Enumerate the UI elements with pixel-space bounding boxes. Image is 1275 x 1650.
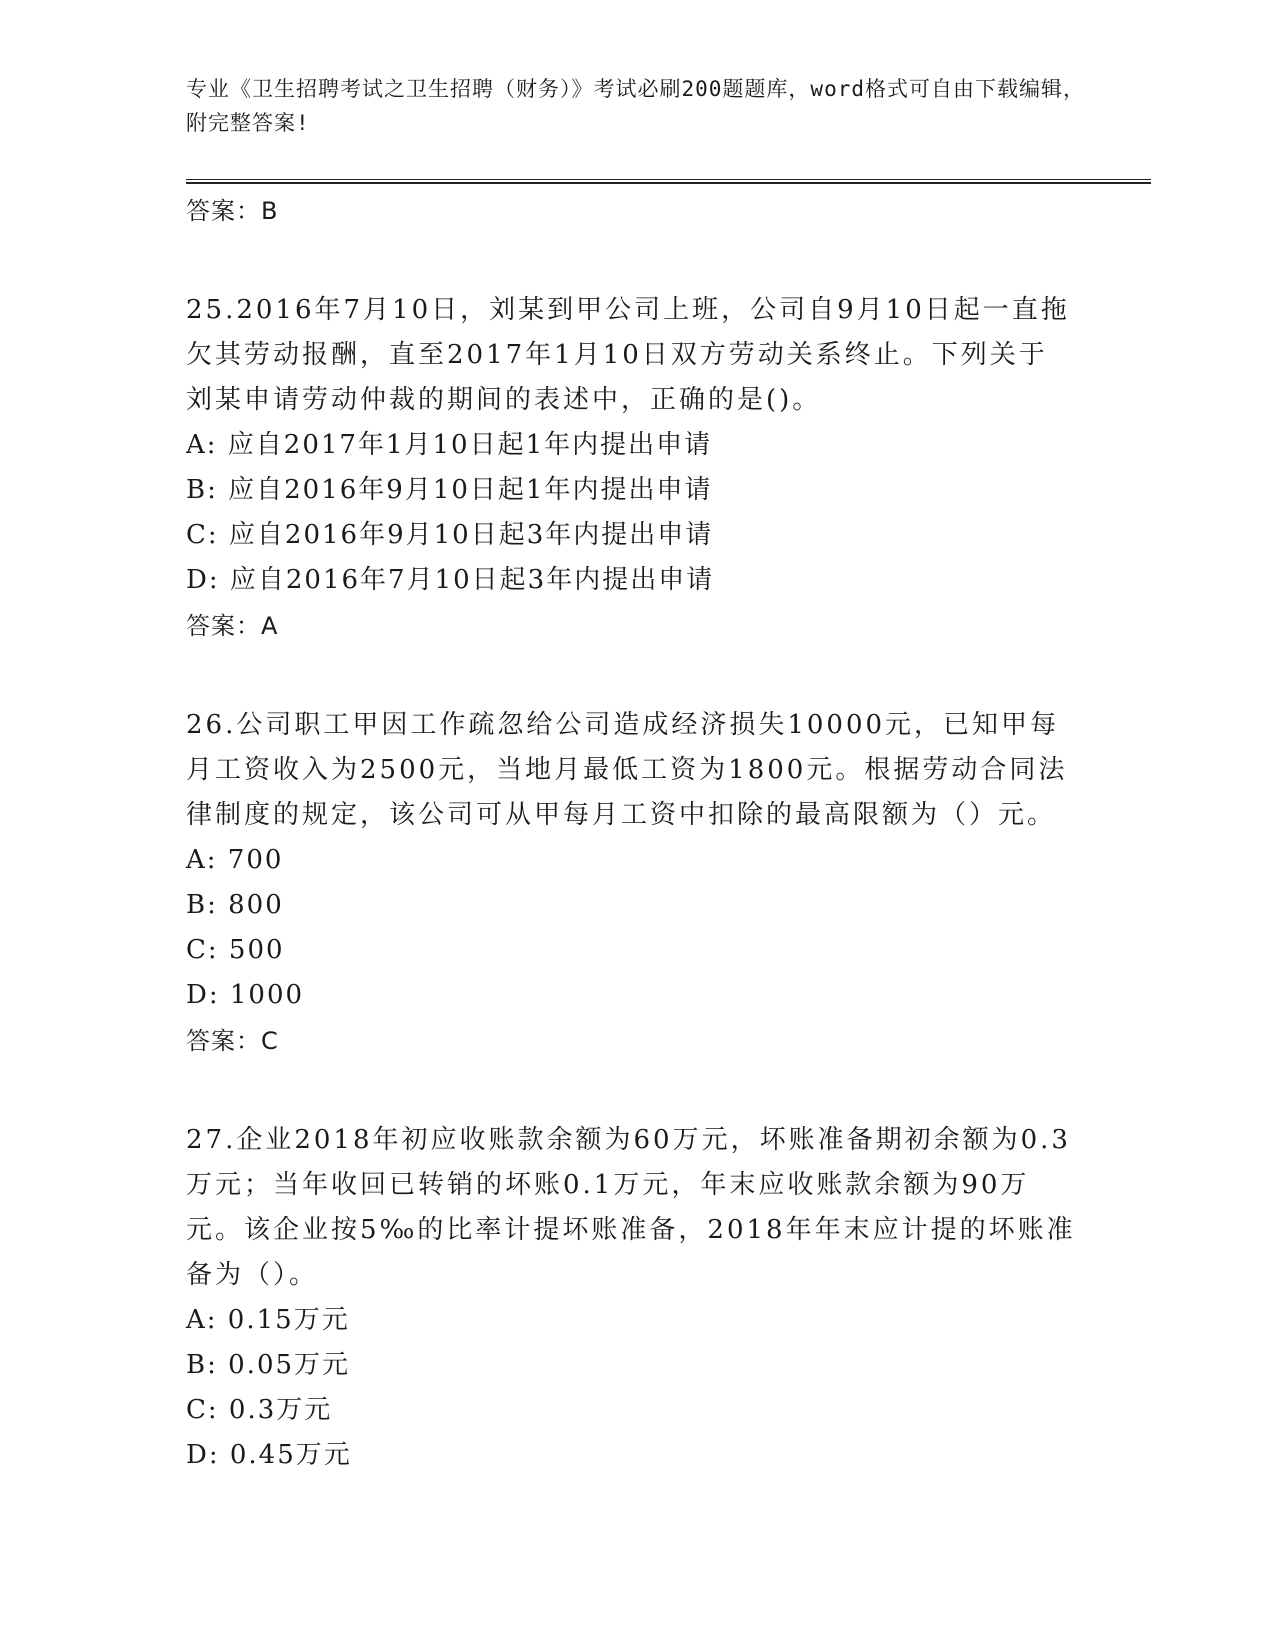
question-text: 26.公司职工甲因工作疏忽给公司造成经济损失10000元，已知甲每月工资收入为2500元，当地月最低工资为1800元。根据劳动合同法律制度的规定，该公司可从甲每月工资中扣除的最高限额为（）元。	[186, 710, 1068, 830]
option-d: D: 应自2016年7月10日起3年内提出申请	[186, 565, 715, 595]
option-a: A: 应自2017年1月10日起1年内提出申请	[186, 430, 713, 460]
option-b: B: 800	[186, 890, 284, 920]
question-26	[186, 703, 1086, 1064]
header-rule-thick	[186, 182, 1151, 184]
option-d: D: 1000	[186, 980, 305, 1010]
document-header: 专业《卫生招聘考试之卫生招聘（财务）》考试必刷200题题库，word格式可自由下载编辑，附完整答案!	[186, 77, 1085, 135]
option-c: C: 500	[186, 935, 285, 965]
spacer	[186, 1064, 1086, 1118]
option-a: A: 700	[186, 845, 284, 875]
option-b: B: 应自2016年9月10日起1年内提出申请	[186, 475, 713, 505]
spacer	[186, 234, 1086, 288]
spacer	[186, 649, 1086, 703]
document-body	[186, 188, 1086, 1478]
option-c: C: 应自2016年9月10日起3年内提出申请	[186, 520, 714, 550]
question-text: 27.企业2018年初应收账款余额为60万元，坏账准备期初余额为0.3万元；当年收回已转销的坏账0.1万元，年末应收账款余额为90万元。该企业按5‰的比率计提坏账准备，2018年年末应计提的坏账准备为（）。	[186, 1125, 1076, 1290]
question-answer: 答案：C	[186, 1027, 279, 1055]
option-d: D: 0.45万元	[186, 1440, 352, 1470]
question-answer: 答案：A	[186, 612, 279, 640]
header-rule-thin	[186, 179, 1151, 180]
option-b: B: 0.05万元	[186, 1350, 351, 1380]
question-25	[186, 288, 1086, 649]
option-c: C: 0.3万元	[186, 1395, 333, 1425]
option-a: A: 0.15万元	[186, 1305, 350, 1335]
previous-answer: 答案：B	[186, 197, 279, 225]
question-27	[186, 1118, 1086, 1478]
question-text: 25.2016年7月10日，刘某到甲公司上班，公司自9月10日起一直拖欠其劳动报酬，直至2017年1月10日双方劳动关系终止。下列关于刘某申请劳动仲裁的期间的表述中，正确的是()。	[186, 295, 1070, 415]
